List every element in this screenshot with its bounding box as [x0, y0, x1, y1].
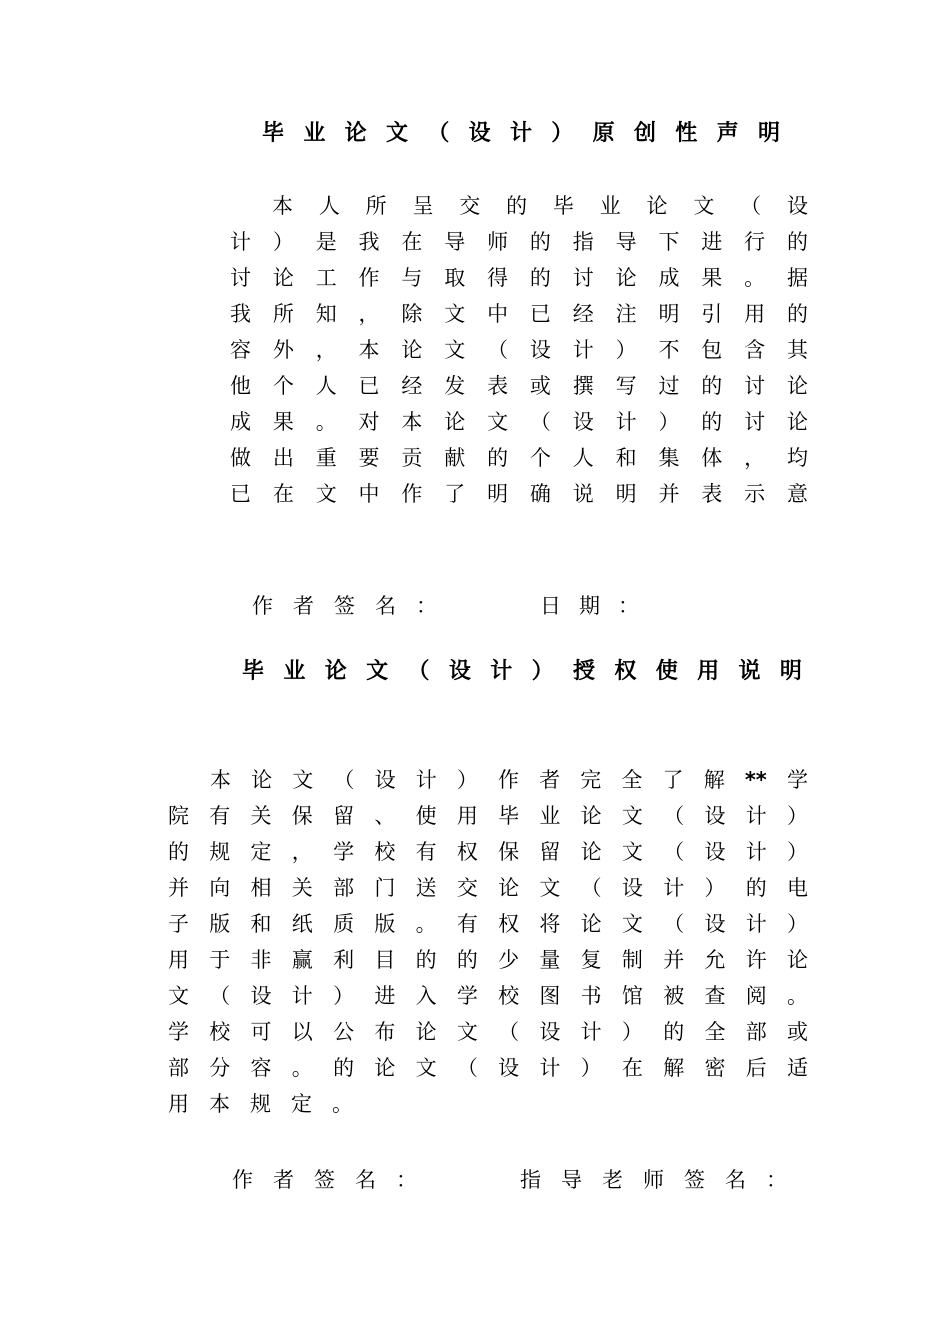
declaration-line: 本 人 所 呈 交 的 毕 业 论 文 （ 设 — [272, 194, 808, 218]
authorization-author-signature-label: 作 者 签 名 ： — [232, 1168, 417, 1192]
authorization-line: 的 规 定 ， 学 校 有 权 保 留 论 文 （ 设 计 ） — [168, 840, 808, 864]
declaration-author-signature-label: 作 者 签 名 ： — [252, 594, 437, 618]
declaration-line: 我 所 知 ， 除 文 中 已 经 注 明 引 用 的 — [230, 302, 808, 326]
authorization-line: 并 向 相 关 部 门 送 交 论 文 （ 设 计 ） 的 电 — [168, 876, 808, 900]
declaration-line: 做 出 重 要 贡 献 的 个 人 和 集 体 ， 均 — [230, 446, 808, 470]
declaration-line: 计 ） 是 我 在 导 师 的 指 导 下 进 行 的 — [230, 230, 808, 254]
declaration-line: 讨 论 工 作 与 取 得 的 讨 论 成 果 。 据 — [230, 266, 808, 290]
authorization-line: 用 于 非 赢 利 目 的 的 少 量 复 制 并 允 许 论 — [168, 948, 808, 972]
authorization-line: 文 （ 设 计 ） 进 入 学 校 图 书 馆 被 查 阅 。 — [168, 984, 808, 1008]
authorization-line: 部 分 容 。 的 论 文 （ 设 计 ） 在 解 密 后 适 — [168, 1056, 808, 1080]
declaration-line: 成 果 。 对 本 论 文 （ 设 计 ） 的 讨 论 — [230, 410, 808, 434]
declaration-title: 毕 业 论 文 （ 设 计 ） 原 创 性 声 明 — [262, 121, 780, 146]
authorization-line: 用 本 规 定 。 — [168, 1092, 353, 1116]
authorization-line: 本 论 文 （ 设 计 ） 作 者 完 全 了 解 ** 学 — [210, 768, 808, 792]
declaration-line: 容 外 ， 本 论 文 （ 设 计 ） 不 包 含 其 — [230, 338, 808, 362]
authorization-title: 毕 业 论 文 （ 设 计 ） 授 权 使 用 说 明 — [242, 659, 802, 684]
authorization-advisor-signature-label: 指 导 老 师 签 名 ： — [520, 1168, 787, 1192]
declaration-line: 已 在 文 中 作 了 明 确 说 明 并 表 示 意 — [230, 482, 808, 506]
authorization-line: 院 有 关 保 留 、 使 用 毕 业 论 文 （ 设 计 ） — [168, 804, 808, 828]
authorization-line: 学 校 可 以 公 布 论 文 （ 设 计 ） 的 全 部 或 — [168, 1020, 808, 1044]
authorization-line: 子 版 和 纸 质 版 。 有 权 将 论 文 （ 设 计 ） — [168, 912, 808, 936]
declaration-date-label: 日 期 ： — [540, 594, 639, 618]
declaration-line: 他 个 人 已 经 发 表 或 撰 写 过 的 讨 论 — [230, 374, 808, 398]
